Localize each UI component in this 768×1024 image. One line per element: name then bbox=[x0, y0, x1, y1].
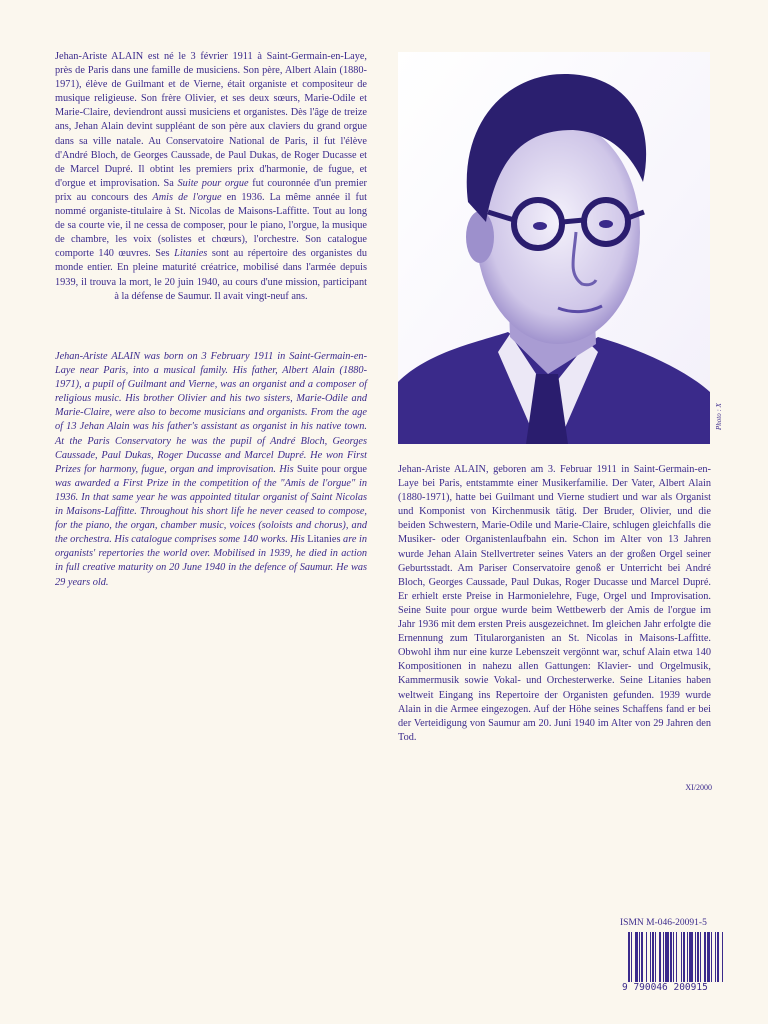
barcode bbox=[622, 932, 752, 994]
biography-english bbox=[55, 350, 367, 590]
bio-en-text-3: are in organists' repertories the world over. Mobilised in 1939, he died in action in full creative maturity on 20 June 1940 in the defence of Saumur. He was 29 years old. bbox=[55, 534, 367, 588]
bio-fr-text-2: fut couronnée d'un premier prix au concours des bbox=[55, 177, 367, 203]
bio-fr-work-title-litanies: Litanies bbox=[174, 248, 208, 260]
bio-en-text-2: was awarded a First Prize in the competition of the "Amis de l'orgue" in 1936. In that same year he was appointed titular organist of Saint Nicolas in Maisons-Laffitte. Throughout his short life he never ceased to compose, for the piano, the organ, chamber music, voices (soloists and chorus), and the orchestra. His catalogue comprises some 140 works. His bbox=[55, 477, 367, 546]
biography-french bbox=[55, 50, 367, 304]
edition-date: XI/2000 bbox=[685, 783, 712, 792]
barcode-bars bbox=[628, 932, 750, 986]
portrait-photo bbox=[398, 52, 710, 444]
bio-fr-text-1: Jehan-Ariste ALAIN est né le 3 février 1911 à Saint-Germain-en-Laye, près de Paris dans une famille de musiciens. Son père, Albert Alain (1880-1971), élève de Guilmant et de Vierne, était organiste et compositeur de musique religieuse. Son frère Olivier, et ses deux sœurs, Marie-Odile et Marie-Claire, deviendront aussi musiciens et organistes. Dès l'âge de treize ans, Jehan Alain devint suppléant de son père aux claviers du grand orgue dans sa ville natale. Au Conservatoire National de Paris, il fut l'élève d'André Bloch, de Georges Caussade, de Paul Dukas, de Roger Ducasse et de Marcel Dupré. Il obtint les premiers prix d'harmonie, de fugue, et d'orgue et improvisation. Sa bbox=[55, 51, 367, 189]
barcode-number: 9 790046 200915 bbox=[622, 982, 752, 993]
bio-en-work-title-suite: Suite pour orgue bbox=[296, 463, 367, 475]
photo-credit: Photo : X bbox=[715, 403, 723, 430]
bio-fr-work-title-suite: Suite pour orgue bbox=[177, 177, 249, 189]
bio-fr-text-3: en 1936. La même année il fut nommé organiste-titulaire à St. Nicolas de Maisons-Laffitte. Tout au long de sa courte vie, il ne cessa de composer, pour le piano, l'orgue, la musique de chambre, les voix (solistes et chœurs), l'orchestre. Son catalogue comporte 140 œuvres. Ses bbox=[55, 191, 367, 260]
bio-en-work-title-litanies: Litanies bbox=[307, 534, 341, 546]
biography-german: Jehan-Ariste ALAIN, geboren am 3. Februar 1911 in Saint-Germain-en-Laye bei Paris, entstammte einer Musikerfamilie. Der Vater, Albert Alain (1880-1971), hatte bei Guilmant und Vierne studiert und war als Organist und Komponist von Kirchenmusik tätig. Der Bruder, Olivier, und die beiden Schwestern, Marie-Odile und Marie-Claire, schlugen gleichfalls die Musiker- oder Organistenlaufbahn ein. Schon im Alter von 13 Jahren wurde Jehan Alain Stellvertreter seines Vaters an der großen Orgel seiner Geburtsstadt. Am Pariser Conservatoire genoß er Unterricht bei André Bloch, Georges Caussade, Paul Dukas, Roger Ducasse und Marcel Dupré. Er erhielt erste Preise in Harmonielehre, Fuge, Orgel und Improvisation. Seine Suite pour orgue wurde beim Wettbewerb der Amis de l'orgue im Jahr 1936 mit dem ersten Preis ausgezeichnet. Im gleichen Jahr erfolgte die Ernennung zum Titularorganisten an St. Nicolas in Maisons-Laffitte. Obwohl ihm nur eine kurze Lebenszeit vergönnt war, schuf Alain etwa 140 Kompositionen in nahezu allen Gattungen: Klavier- und Orgelmusik, Kammermusik sowie Vokal- und Orchesterwerke. Seine Litanies haben weltweit Eingang ins Repertoire der Organisten gefunden. 1939 wurde Alain in die Armee eingezogen. Auf der Höhe seines Schaffens fand er bei der Verteidigung von Saumur am 20. Juni 1940 im Alter von 29 Jahren den Tod. bbox=[398, 464, 711, 743]
bio-en-text-1: Jehan-Ariste ALAIN was born on 3 February 1911 in Saint-Germain-en-Laye near Paris, into a musical family. His father, Albert Alain (1880-1971), a pupil of Guilmant and Vierne, was an organist and a composer of religious music. His brother Olivier and his two sisters, Marie-Odile and Marie-Claire, were also to become musicians and organists. From the age of 13 Jehan Alain was his father's assistant as organist in his native town. At the Paris Conservatory he was the pupil of André Bloch, Georges Caussade, Paul Dukas, Roger Ducasse and Marcel Dupré. He won First Prizes for harmony, fugue, organ and improvisation. His bbox=[55, 351, 367, 475]
bio-fr-amis-de-lorgue: Amis de l'orgue bbox=[152, 191, 222, 203]
ismn-number: ISMN M-046-20091-5 bbox=[620, 918, 707, 928]
bio-fr-text-4: sont au répertoire des organistes du monde entier. En pleine maturité créatrice, mobilisé dans l'armée depuis 1939, il trouva la mort, le 20 juin 1940, au cours d'une mission, participant à la défense de Saumur. Il avait vingt-neuf ans. bbox=[55, 248, 368, 302]
barcode-bar bbox=[723, 932, 724, 986]
